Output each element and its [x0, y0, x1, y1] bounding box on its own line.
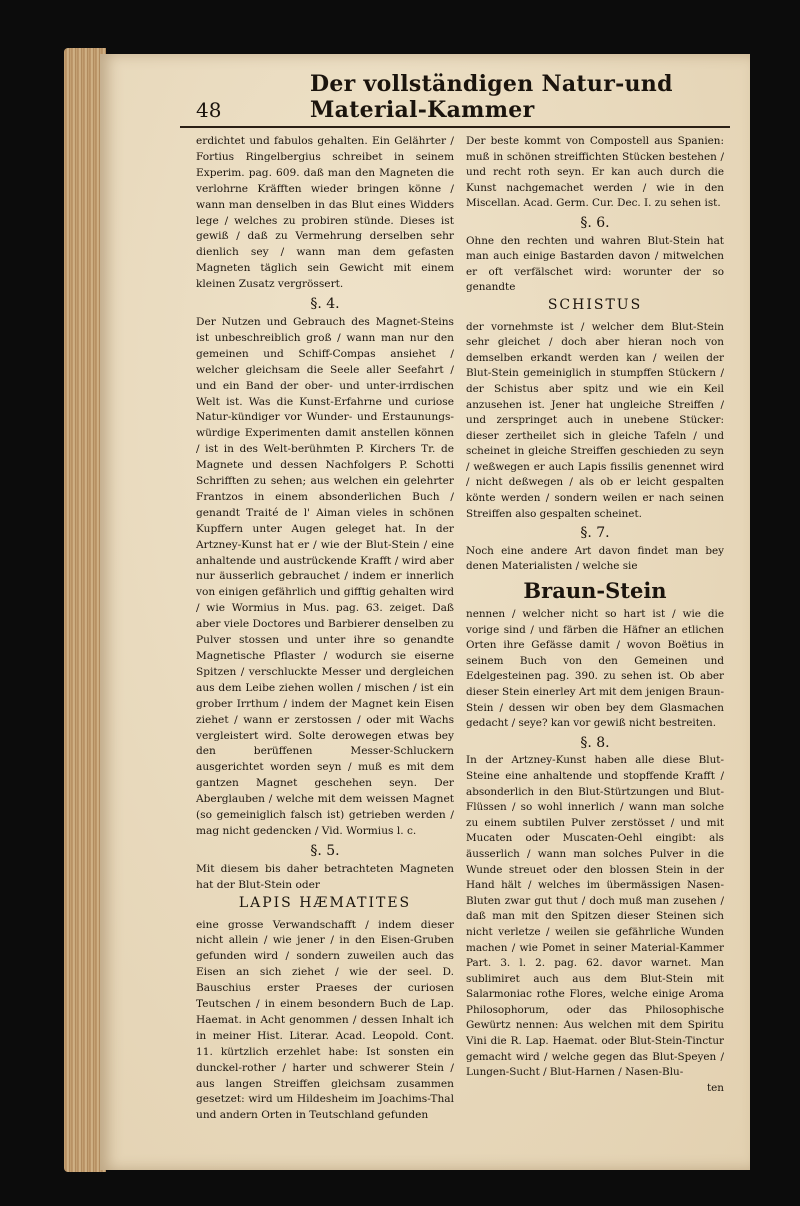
section-marker: §. 6.	[580, 214, 610, 231]
page-header	[180, 71, 730, 128]
section-marker: §. 5.	[310, 842, 340, 859]
left-column	[196, 134, 454, 1124]
section-marker: §. 7.	[580, 525, 610, 542]
running-title: Der vollständigen Natur-und Material-Kammer	[310, 71, 673, 123]
paragraph: eine grosse Verwandschafft / indem dieser nicht allein / wie jener / in den Eisen-Gruben gefunden wird / sondern zuweilen auch das Eisen an sich ziehet / wie der seel. D. Bauschius erster Praeses der curiosen Teutschen / in einem besondern Buch de Lap. Haemat. in Acht genommen / dessen Inhalt ich in meiner Hist. Literar. Acad. Leopold. Cont. 11. kürtzlich erzehlet habe: Ist sonsten ein dunckel-rother / harter und schwerer Stein / aus langen Streiffen gleichsam zusammen gesetzet: wird um Hildesheim im Joachims-Thal und andern Orten in Teutschland gefunden	[196, 918, 454, 1122]
heading-braun-stein: Braun-Stein	[523, 578, 667, 604]
catchword: ten	[706, 1081, 724, 1094]
page-number: 48	[196, 98, 222, 122]
heading-lapis-haematites: LAPIS HÆMATITES	[238, 894, 412, 911]
paragraph: der vornehmste ist / welcher dem Blut-Stein sehr gleichet / doch aber hieran noch von demselben erkandt werden kan / weilen der Blut-Stein gemeiniglich in stumpffen Stückern / der Schistus aber spitz und wie ein Keil anzusehen ist. Jener hat ungleiche Streiffen / und zerspringet auch in unebene Stücker: dieser zertheilet sich in gleiche Tafeln / und scheinet in gleiche Streiffen geschieden zu seyn / weßwegen er auch Lapis fissilis genennet wird / nicht deßwegen / als ob er leicht gespalten könte werden / sondern weilen er nach seinen Streiffen also gespalten scheinet.	[466, 320, 724, 520]
right-column	[466, 134, 724, 1096]
paragraph: Mit diesem bis daher betrachteten Magneten hat der Blut-Stein oder	[196, 862, 454, 891]
book-page	[100, 54, 750, 1170]
paragraph: In der Artzney-Kunst haben alle diese Blut-Steine eine anhaltende und stopffende Krafft / absonderlich in den Blut-Stürtzungen und Blut-Flüssen / so wohl innerlich / wann man solche zu einem subtilen Pulver zerstösset / und mit Mucaten oder Muscaten-Oehl eingibt: als äusserlich / wann man solches Pulver in die Wunde streuet oder den blossen Stein in der Hand hält / welches im übermässigen Nasen-Bluten zwar gut thut / doch muß man zusehen / daß man mit den Spitzen dieser Steinen sich nicht verletze / weilen sie gefährliche Wunden machen / wie Pomet in seiner Material-Kammer Part. 3. l. 2. pag. 62. davor warnet. Man sublimiret auch aus dem Blut-Stein mit Salarmoniac rothe Flores, welche einige Aroma Philosophorum, oder das Philosophische Gewürtz nennen: Aus welchen mit dem Spiritu Vini die R. Lap. Haemat. oder Blut-Stein-Tinctur gemacht wird / welche gegen das Blut-Speyen / Lungen-Sucht / Blut-Harnen / Nasen-Blu-	[466, 754, 724, 1079]
paragraph: nennen / welcher nicht so hart ist / wie die vorige sind / und färben die Häfner an etlichen Orten ihre Gefässe damit / wovon Boëtius in seinem Buch von den Gemeinen und Edelgesteinen pag. 390. zu sehen ist. Ob aber dieser Stein einerley Art mit dem jenigen Braun-Stein / dessen wir oben bey dem Glasmachen gedacht / seye? kan vor gewiß nicht bestreiten.	[466, 608, 724, 730]
section-marker: §. 8.	[580, 734, 610, 751]
paragraph: Der beste kommt von Compostell aus Spanien: muß in schönen streiffichten Stücken bestehen / und recht roth seyn. Er kan auch durch die Kunst nachgemachet werden / wie in den Miscellan. Acad. Germ. Cur. Dec. I. zu sehen ist.	[466, 135, 724, 210]
paragraph: Der Nutzen und Gebrauch des Magnet-Steins ist unbeschreiblich groß / wann man nur den gemeinen und Schiff-Compas ansiehet / welcher gleichsam die Seele aller Seefahrt / und ein Band der ober- und unter-irrdischen Welt ist. Was die Kunst-Erfahrne und curiose Natur-kündiger vor Wunder- und Erstaunungs-würdige Experimenten damit anstellen können / ist in des Welt-berühmten P. Kirchers Tr. de Magnete und dessen Nachfolgers P. Schotti Schrifften zu sehen; aus welchen ein gelehrter Frantzos in einem absonderlichen Buch / genandt Traité de l' Aiman vieles in schönen Kupffern unter Augen geleget hat. In der Artzney-Kunst hat er / wie der Blut-Stein / eine anhaltende und austrückende Krafft / wird aber nur äusserlich gebrauchet / indem er innerlich von einigen gefährlich und gifftig gehalten wird / wie Wormius in Mus. pag. 63. zeiget. Daß aber viele Doctores und Barbierer denselben zu Pulver stossen und unter ihre so genandte Magnetische Pflaster / wodurch sie eiserne Spitzen / verschluckte Messer und dergleichen aus dem Leibe ziehen wollen / mischen / ist ein grober Irrthum / indem der Magnet kein Eisen ziehet / wann er zerstossen / oder mit Wachs vergleistert wird. Solte derowegen etwas bey den berüffenen Messer-Schluckern ausgerichtet worden seyn / muß es mit dem gantzen Magnet geschehen seyn. Der Aberglauben / welche mit dem weissen Magnet (so gemeiniglich falsch ist) getrieben werden / mag nicht gedencken / Vid. Wormius l. c.	[196, 315, 454, 837]
section-marker: §. 4.	[310, 296, 340, 313]
heading-schistus: SCHISTUS	[547, 296, 643, 313]
paragraph: Noch eine andere Art davon findet man bey denen Materialisten / welche sie	[466, 544, 724, 573]
paragraph: Ohne den rechten und wahren Blut-Stein hat man auch einige Bastarden davon / mitwelchen er oft verfälschet wird: worunter der so genandte	[466, 234, 724, 294]
paragraph: erdichtet und fabulos gehalten. Ein Gelährter / Fortius Ringelbergius schreibet in seinem Experim. pag. 609. daß man den Magneten die verlohrne Kräfften wieder bringen könne / wann man denselben in das Blut eines Widders lege / welches zu probiren stünde. Dieses ist gewiß / daß zu Vermehrung derselben sehr dienlich sey / wann man dem gefasten Magneten täglich sein Gewicht mit einem kleinen Zusatz vergrössert.	[196, 135, 454, 291]
